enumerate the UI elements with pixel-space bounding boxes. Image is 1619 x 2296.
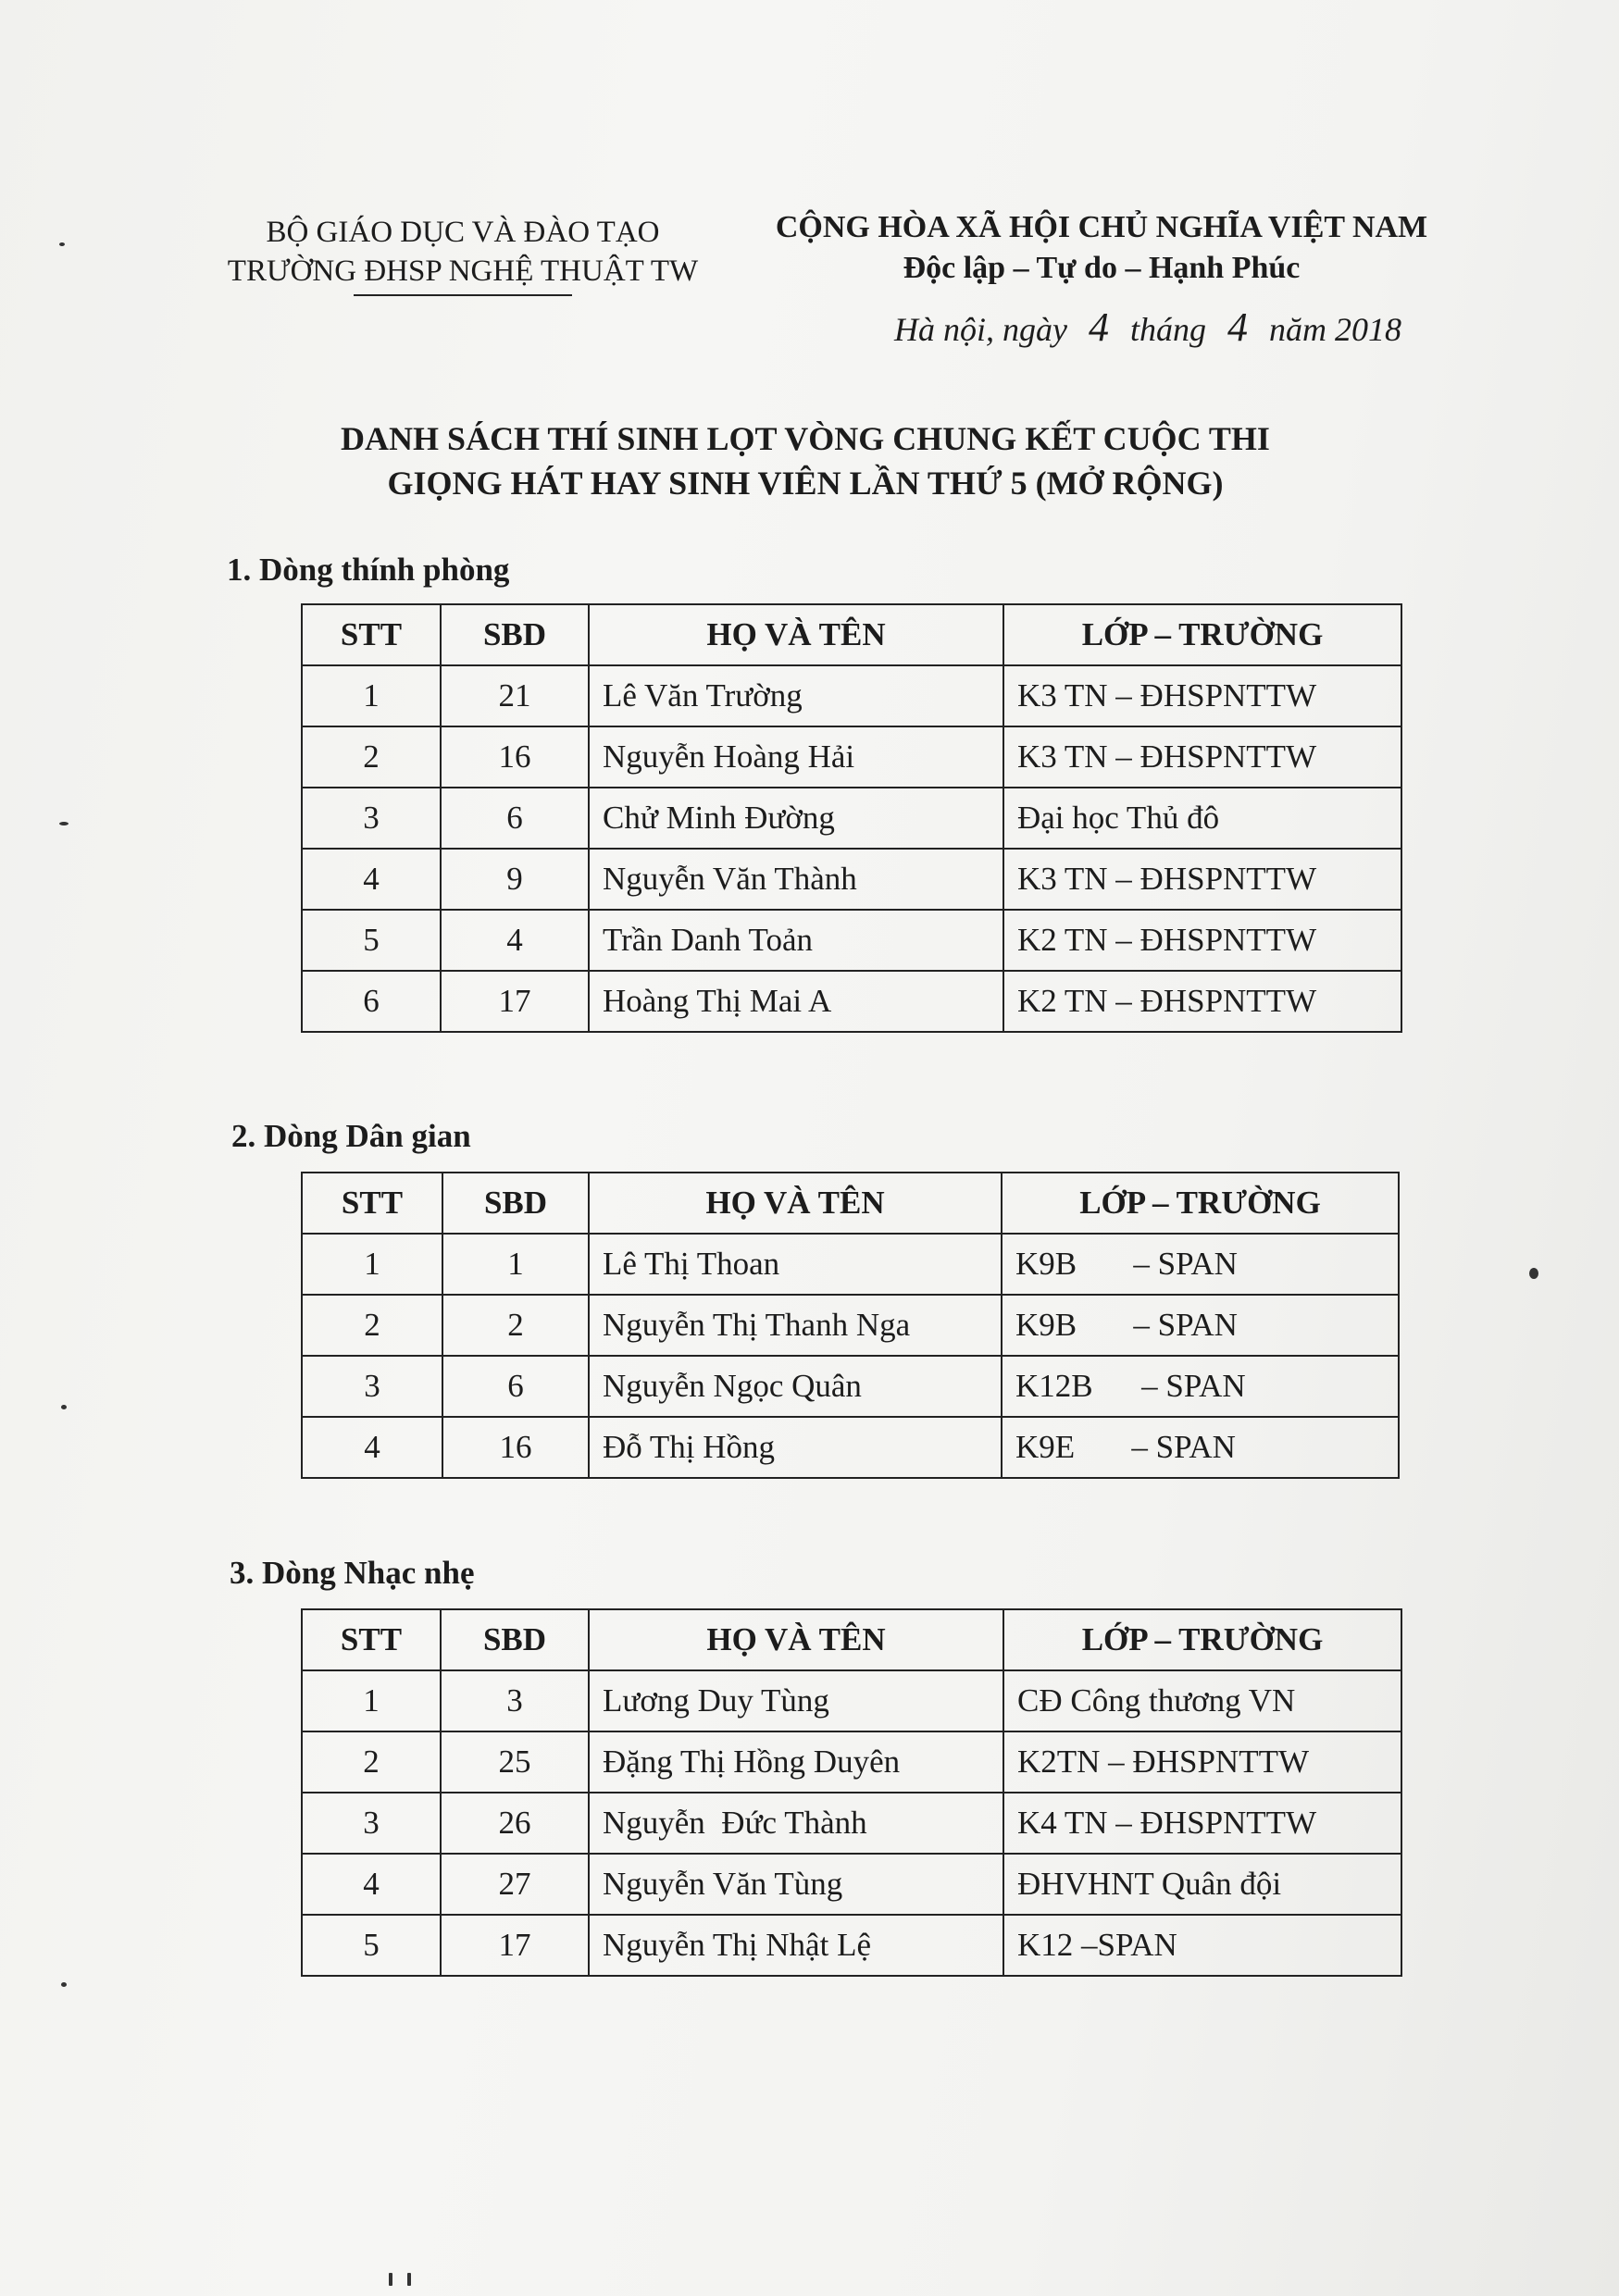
cell-name: Nguyễn Thị Thanh Nga xyxy=(589,1295,1002,1356)
col-header-class: LỚP – TRƯỜNG xyxy=(1003,1609,1401,1670)
cell-name: Nguyễn Văn Thành xyxy=(589,849,1003,910)
cell-sbd: 2 xyxy=(442,1295,589,1356)
cell-name: Lê Văn Trường xyxy=(589,665,1003,726)
cell-stt: 3 xyxy=(302,1356,442,1417)
school-name: TRƯỜNG ĐHSP NGHỆ THUẬT TW xyxy=(227,254,699,288)
table-pop xyxy=(301,1608,1402,1977)
date-day: 4 xyxy=(1088,304,1109,350)
table-row xyxy=(302,665,1401,726)
cell-sbd: 6 xyxy=(442,1356,589,1417)
scan-speck xyxy=(61,1405,67,1409)
table-row xyxy=(302,1417,1399,1478)
cell-sbd: 4 xyxy=(441,910,589,971)
title-line-1: DANH SÁCH THÍ SINH LỌT VÒNG CHUNG KẾT CUỘC THI xyxy=(341,420,1270,457)
cell-sbd: 17 xyxy=(441,1915,589,1976)
cell-class: K12 –SPAN xyxy=(1003,1915,1401,1976)
table-row xyxy=(302,1731,1401,1793)
issuer-block xyxy=(185,213,741,296)
cell-name: Chử Minh Đường xyxy=(589,788,1003,849)
table-header-row xyxy=(302,604,1401,665)
col-header-sbd: SBD xyxy=(441,1609,589,1670)
table-row xyxy=(302,971,1401,1032)
cell-stt: 4 xyxy=(302,849,441,910)
cell-sbd: 21 xyxy=(441,665,589,726)
table-header-row xyxy=(302,1609,1401,1670)
col-header-name: HỌ VÀ TÊN xyxy=(589,1173,1002,1234)
cell-sbd: 16 xyxy=(441,726,589,788)
cell-stt: 6 xyxy=(302,971,441,1032)
col-header-class: LỚP – TRƯỜNG xyxy=(1003,604,1401,665)
cell-stt: 4 xyxy=(302,1854,441,1915)
table-row xyxy=(302,849,1401,910)
cell-stt: 1 xyxy=(302,1234,442,1295)
cell-stt: 3 xyxy=(302,1793,441,1854)
date-month: 4 xyxy=(1227,304,1248,350)
national-motto: Độc lập – Tự do – Hạnh Phúc xyxy=(903,251,1301,285)
cell-sbd: 9 xyxy=(441,849,589,910)
section-title-pop: 3. Dòng Nhạc nhẹ xyxy=(230,1555,475,1591)
scan-speck xyxy=(59,242,65,246)
title-line-2: GIỌNG HÁT HAY SINH VIÊN LẦN THỨ 5 (MỞ RỘNG) xyxy=(387,465,1224,502)
cell-class: K3 TN – ĐHSPNTTW xyxy=(1003,849,1401,910)
cell-class: ĐHVHNT Quân đội xyxy=(1003,1854,1401,1915)
cell-stt: 2 xyxy=(302,726,441,788)
cell-sbd: 6 xyxy=(441,788,589,849)
cell-name: Hoàng Thị Mai A xyxy=(589,971,1003,1032)
table-row xyxy=(302,910,1401,971)
date-year: năm 2018 xyxy=(1269,311,1401,348)
col-header-sbd: SBD xyxy=(441,604,589,665)
col-header-stt: STT xyxy=(302,1173,442,1234)
scan-speck xyxy=(59,822,68,825)
cell-class: K9B – SPAN xyxy=(1002,1295,1399,1356)
cell-name: Đỗ Thị Hồng xyxy=(589,1417,1002,1478)
col-header-sbd: SBD xyxy=(442,1173,589,1234)
cell-sbd: 17 xyxy=(441,971,589,1032)
cell-class: Đại học Thủ đô xyxy=(1003,788,1401,849)
table-folk xyxy=(301,1172,1400,1479)
cell-stt: 5 xyxy=(302,1915,441,1976)
table-row xyxy=(302,726,1401,788)
cell-name: Lương Duy Tùng xyxy=(589,1670,1003,1731)
scan-speck xyxy=(389,2273,392,2286)
cell-name: Nguyễn Ngọc Quân xyxy=(589,1356,1002,1417)
date-prefix: Hà nội, ngày xyxy=(894,311,1067,348)
col-header-stt: STT xyxy=(302,604,441,665)
cell-name: Trần Danh Toản xyxy=(589,910,1003,971)
cell-class: K9B – SPAN xyxy=(1002,1234,1399,1295)
scan-speck xyxy=(407,2273,411,2286)
table-row xyxy=(302,1854,1401,1915)
document-title xyxy=(167,416,1444,505)
cell-name: Nguyễn Hoàng Hải xyxy=(589,726,1003,788)
table-row xyxy=(302,1234,1399,1295)
cell-sbd: 16 xyxy=(442,1417,589,1478)
scan-speck xyxy=(61,1982,67,1987)
col-header-class: LỚP – TRƯỜNG xyxy=(1002,1173,1399,1234)
table-row xyxy=(302,788,1401,849)
col-header-name: HỌ VÀ TÊN xyxy=(589,604,1003,665)
col-header-name: HỌ VÀ TÊN xyxy=(589,1609,1003,1670)
cell-name: Nguyễn Văn Tùng xyxy=(589,1854,1003,1915)
cell-sbd: 3 xyxy=(441,1670,589,1731)
table-row xyxy=(302,1793,1401,1854)
section-title-chamber: 1. Dòng thính phòng xyxy=(227,552,510,588)
ministry-name: BỘ GIÁO DỤC VÀ ĐÀO TẠO xyxy=(266,216,660,249)
cell-name: Nguyễn Thị Nhật Lệ xyxy=(589,1915,1003,1976)
cell-class: K9E – SPAN xyxy=(1002,1417,1399,1478)
cell-class: K2 TN – ĐHSPNTTW xyxy=(1003,910,1401,971)
cell-name: Đặng Thị Hồng Duyên xyxy=(589,1731,1003,1793)
cell-name: Lê Thị Thoan xyxy=(589,1234,1002,1295)
cell-sbd: 25 xyxy=(441,1731,589,1793)
col-header-stt: STT xyxy=(302,1609,441,1670)
table-row xyxy=(302,1356,1399,1417)
table-row xyxy=(302,1295,1399,1356)
cell-class: K3 TN – ĐHSPNTTW xyxy=(1003,665,1401,726)
cell-class: K4 TN – ĐHSPNTTW xyxy=(1003,1793,1401,1854)
cell-class: K2TN – ĐHSPNTTW xyxy=(1003,1731,1401,1793)
table-row xyxy=(302,1915,1401,1976)
cell-class: K2 TN – ĐHSPNTTW xyxy=(1003,971,1401,1032)
scan-speck xyxy=(1529,1268,1538,1279)
cell-stt: 3 xyxy=(302,788,441,849)
cell-stt: 1 xyxy=(302,1670,441,1731)
cell-stt: 4 xyxy=(302,1417,442,1478)
issuer-underline xyxy=(354,294,572,296)
cell-sbd: 27 xyxy=(441,1854,589,1915)
table-chamber xyxy=(301,603,1402,1033)
cell-stt: 5 xyxy=(302,910,441,971)
cell-sbd: 1 xyxy=(442,1234,589,1295)
cell-name: Nguyễn Đức Thành xyxy=(589,1793,1003,1854)
table-row xyxy=(302,1670,1401,1731)
cell-sbd: 26 xyxy=(441,1793,589,1854)
cell-class: CĐ Công thương VN xyxy=(1003,1670,1401,1731)
cell-class: K12B – SPAN xyxy=(1002,1356,1399,1417)
cell-stt: 2 xyxy=(302,1295,442,1356)
republic-name: CỘNG HÒA XÃ HỘI CHỦ NGHĨA VIỆT NAM xyxy=(775,210,1428,244)
date-month-label: tháng xyxy=(1129,311,1206,348)
section-title-folk: 2. Dòng Dân gian xyxy=(231,1118,471,1154)
cell-stt: 2 xyxy=(302,1731,441,1793)
table-header-row xyxy=(302,1173,1399,1234)
date-line xyxy=(815,304,1481,351)
national-heading xyxy=(741,207,1463,289)
cell-class: K3 TN – ĐHSPNTTW xyxy=(1003,726,1401,788)
cell-stt: 1 xyxy=(302,665,441,726)
